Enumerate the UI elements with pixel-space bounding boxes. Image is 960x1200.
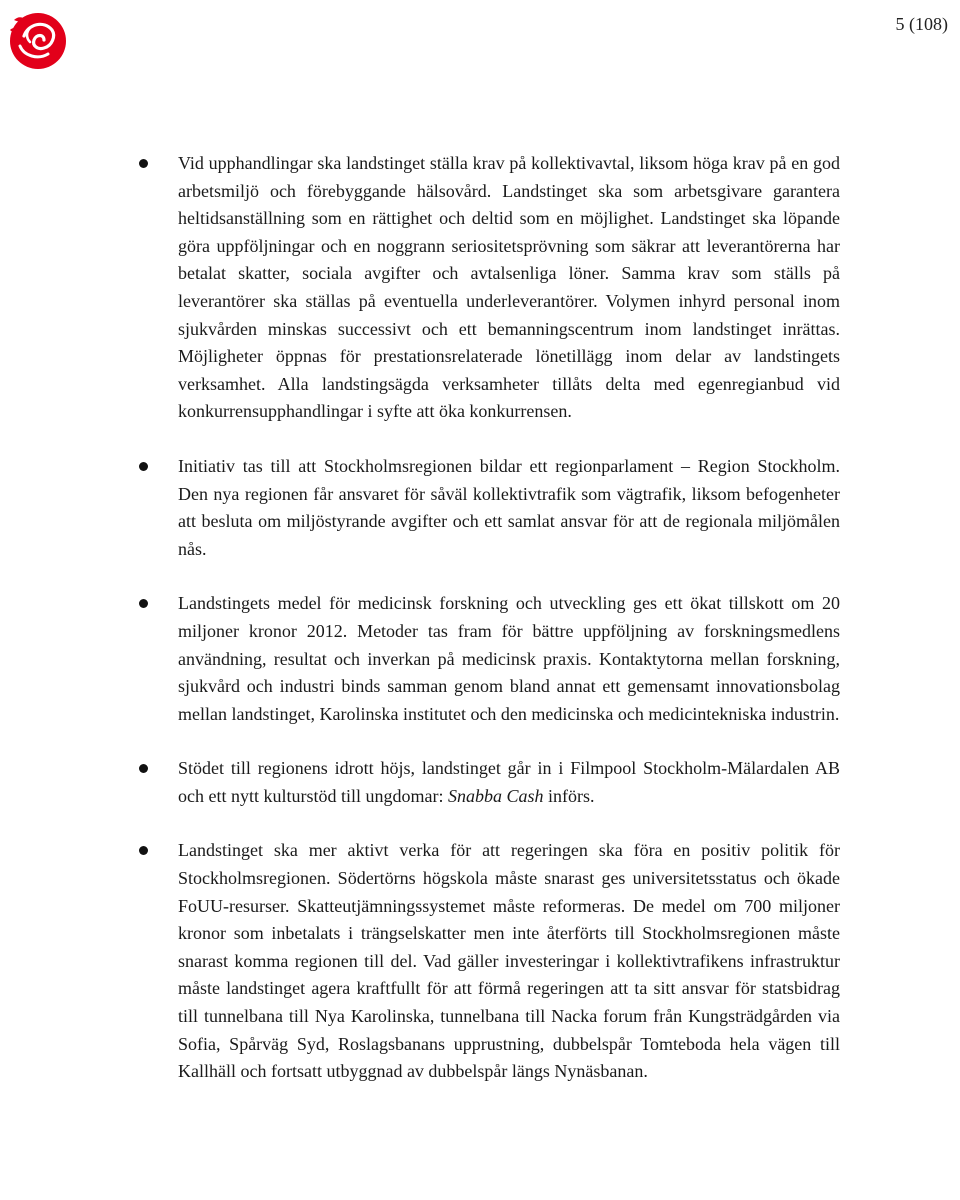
- page-number: 5 (108): [895, 14, 948, 34]
- list-item-text-end: införs.: [543, 785, 595, 806]
- list-item: [178, 755, 840, 810]
- list-item: [178, 590, 840, 728]
- list-item: [178, 837, 840, 1085]
- list-item: [178, 150, 840, 426]
- list-item-text: Initiativ tas till att Stockholmsregionen bildar ett regionparlament – Region Stockholm. Den nya regionen får ansvaret för såväl kollektivtrafik som vägtrafik, liksom befogenheter att besluta om miljöstyrande avgifter och ett samlat ansvar för att de regionala miljömålen nås.: [178, 455, 840, 559]
- list-item-text: Landstinget ska mer aktivt verka för att regeringen ska föra en positiv politik för Stockholmsregionen. Södertörns högskola måste snarast ges universitetsstatus och ökade FoUU-resurser. Skatteutjämningssystemet måste reformeras. De medel om 700 miljoner kronor som inbetalats i trängselskatter men inte återförts till Stockholmsregionen måste snarast komma regionen till del. Vad gäller investeringar i kollektivtrafikens infrastruktur måste landstinget agera kraftfullt för att förmå regeringen att ta sitt ansvar för statsbidrag till tunnelbana till Nya Karolinska, tunnelbana till Nacka forum från Kungsträdgården via Sofia, Spårväg Syd, Roslagsbanans upprustning, dubbelspår Tomteboda hela vägen till Kallhäll och fortsatt utbyggnad av dubbelspår längs Nynäsbanan.: [178, 840, 840, 1082]
- rose-logo-icon: [4, 6, 70, 72]
- bullet-list: [0, 150, 960, 1113]
- list-item-text: Landstingets medel för medicinsk forskning och utveckling ges ett ökat tillskott om 20 miljoner kronor 2012. Metoder tas fram för bättre uppföljning av forskningsmedlens användning, resultat och inverkan på medicinsk praxis. Kontaktytorna mellan forskning, sjukvård och industri binds samman genom bland annat ett gemensamt innovationsbolag mellan landstinget, Karolinska institutet och den medicinska och medicintekniska industrin.: [178, 593, 840, 724]
- list-item: [178, 453, 840, 563]
- film-title: Snabba Cash: [447, 785, 544, 806]
- list-item-text: Stödet till regionens idrott höjs, landstinget går in i Filmpool Stockholm-Mälardalen AB och ett nytt kulturstöd till ungdomar:: [178, 758, 840, 806]
- bullet-icon: [139, 846, 148, 855]
- bullet-icon: [139, 764, 148, 773]
- bullet-icon: [139, 462, 148, 471]
- bullet-icon: [139, 159, 148, 168]
- bullet-icon: [139, 599, 148, 608]
- list-item-text: Vid upphandlingar ska landstinget ställa krav på kollektivavtal, liksom höga krav på en god arbetsmiljö och förebyggande hälsovård. Landstinget ska som arbetsgivare garantera heltidsanställning som en rättighet och deltid som en möjlighet. Landstinget ska löpande göra uppföljningar och en noggrann seriositetsprövning som säkrar att leverantörerna har betalat skatter, sociala avgifter och avtalsenliga löner. Samma krav som ställs på leverantörer ska ställas på eventuella underleverantörer. Volymen inhyrd personal inom sjukvården minskas successivt och ett bemanningscentrum inom landstinget inrättas. Möjligheter öppnas för prestationsrelaterade lönetillägg inom delar av landstingets verksamhet. Alla landstingsägda verksamheter tillåts delta med egenregianbud vid konkurrensupphandlingar i syfte att öka konkurrensen.: [178, 153, 840, 422]
